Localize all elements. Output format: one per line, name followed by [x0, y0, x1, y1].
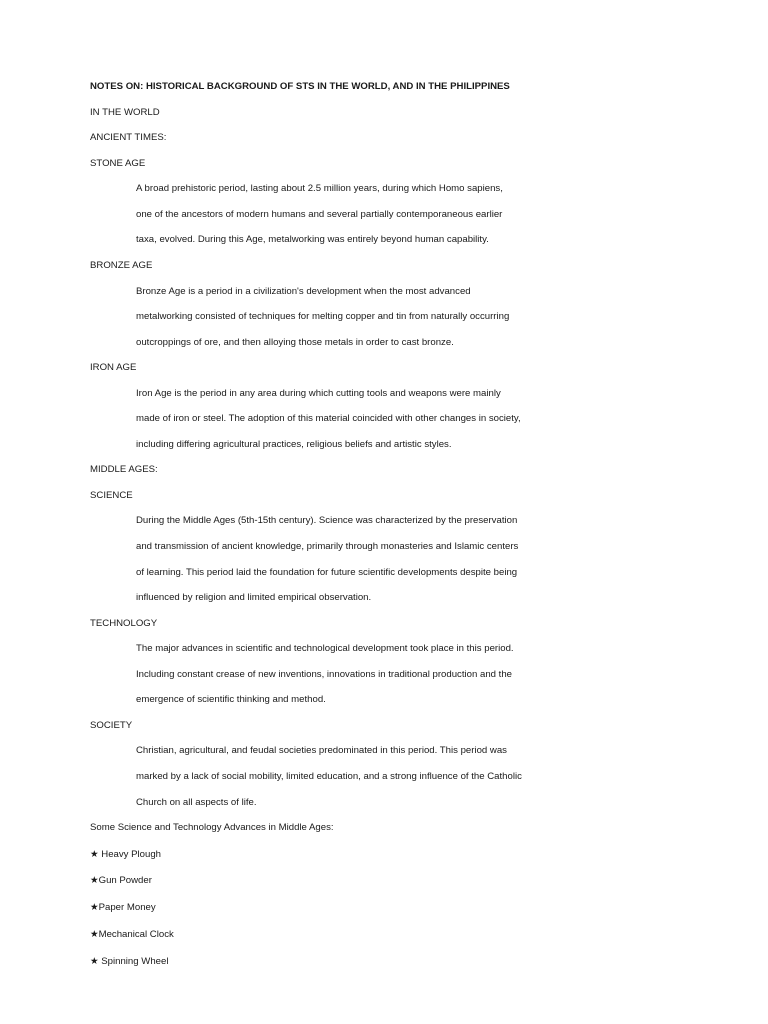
- bronze-age-line: Bronze Age is a period in a civilization's development when the most advanced: [136, 286, 471, 297]
- section-heading-world: IN THE WORLD: [90, 107, 160, 118]
- iron-age-line: made of iron or steel. The adoption of this material coincided with other changes in society,: [136, 413, 521, 424]
- iron-age-line: including differing agricultural practices, religious beliefs and artistic styles.: [136, 439, 452, 450]
- ancient-times-heading: ANCIENT TIMES:: [90, 132, 167, 143]
- society-line: Christian, agricultural, and feudal societies predominated in this period. This period was: [136, 745, 507, 756]
- science-line: of learning. This period laid the foundation for future scientific developments despite being: [136, 567, 518, 578]
- society-line: marked by a lack of social mobility, limited education, and a strong influence of the Catholic: [136, 771, 522, 782]
- science-line: influenced by religion and limited empirical observation.: [136, 592, 372, 603]
- technology-line: emergence of scientific thinking and method.: [136, 694, 326, 705]
- advance-item-gun-powder: ★Gun Powder: [90, 875, 152, 886]
- bronze-age-line: outcroppings of ore, and then alloying those metals in order to cast bronze.: [136, 337, 454, 348]
- advance-item-paper-money: ★Paper Money: [90, 902, 156, 913]
- advance-item-heavy-plough: ★ Heavy Plough: [90, 849, 161, 860]
- stone-age-line: one of the ancestors of modern humans and several partially contemporaneous earlier: [136, 209, 503, 220]
- advances-heading: Some Science and Technology Advances in Middle Ages:: [90, 822, 334, 833]
- bronze-age-line: metalworking consisted of techniques for melting copper and tin from naturally occurring: [136, 311, 510, 322]
- society-heading: SOCIETY: [90, 720, 133, 731]
- technology-heading: TECHNOLOGY: [90, 618, 158, 629]
- science-line: and transmission of ancient knowledge, primarily through monasteries and Islamic centers: [136, 541, 519, 552]
- stone-age-line: A broad prehistoric period, lasting about 2.5 million years, during which Homo sapiens,: [136, 183, 503, 194]
- bronze-age-heading: BRONZE AGE: [90, 260, 153, 271]
- stone-age-line: taxa, evolved. During this Age, metalworking was entirely beyond human capability.: [136, 234, 489, 245]
- iron-age-line: Iron Age is the period in any area during which cutting tools and weapons were mainly: [136, 388, 501, 399]
- advance-item-spinning-wheel: ★ Spinning Wheel: [90, 956, 169, 967]
- society-line: Church on all aspects of life.: [136, 797, 257, 808]
- iron-age-heading: IRON AGE: [90, 362, 137, 373]
- middle-ages-heading: MIDDLE AGES:: [90, 464, 158, 475]
- science-heading: SCIENCE: [90, 490, 133, 501]
- technology-line: Including constant crease of new inventions, innovations in traditional production and the: [136, 669, 512, 680]
- document-title: NOTES ON: HISTORICAL BACKGROUND OF STS IN THE WORLD, AND IN THE PHILIPPINES: [90, 81, 510, 92]
- science-line: During the Middle Ages (5th-15th century). Science was characterized by the preservation: [136, 515, 518, 526]
- advance-item-mechanical-clock: ★Mechanical Clock: [90, 929, 174, 940]
- technology-line: The major advances in scientific and technological development took place in this period.: [136, 643, 514, 654]
- stone-age-heading: STONE AGE: [90, 158, 146, 169]
